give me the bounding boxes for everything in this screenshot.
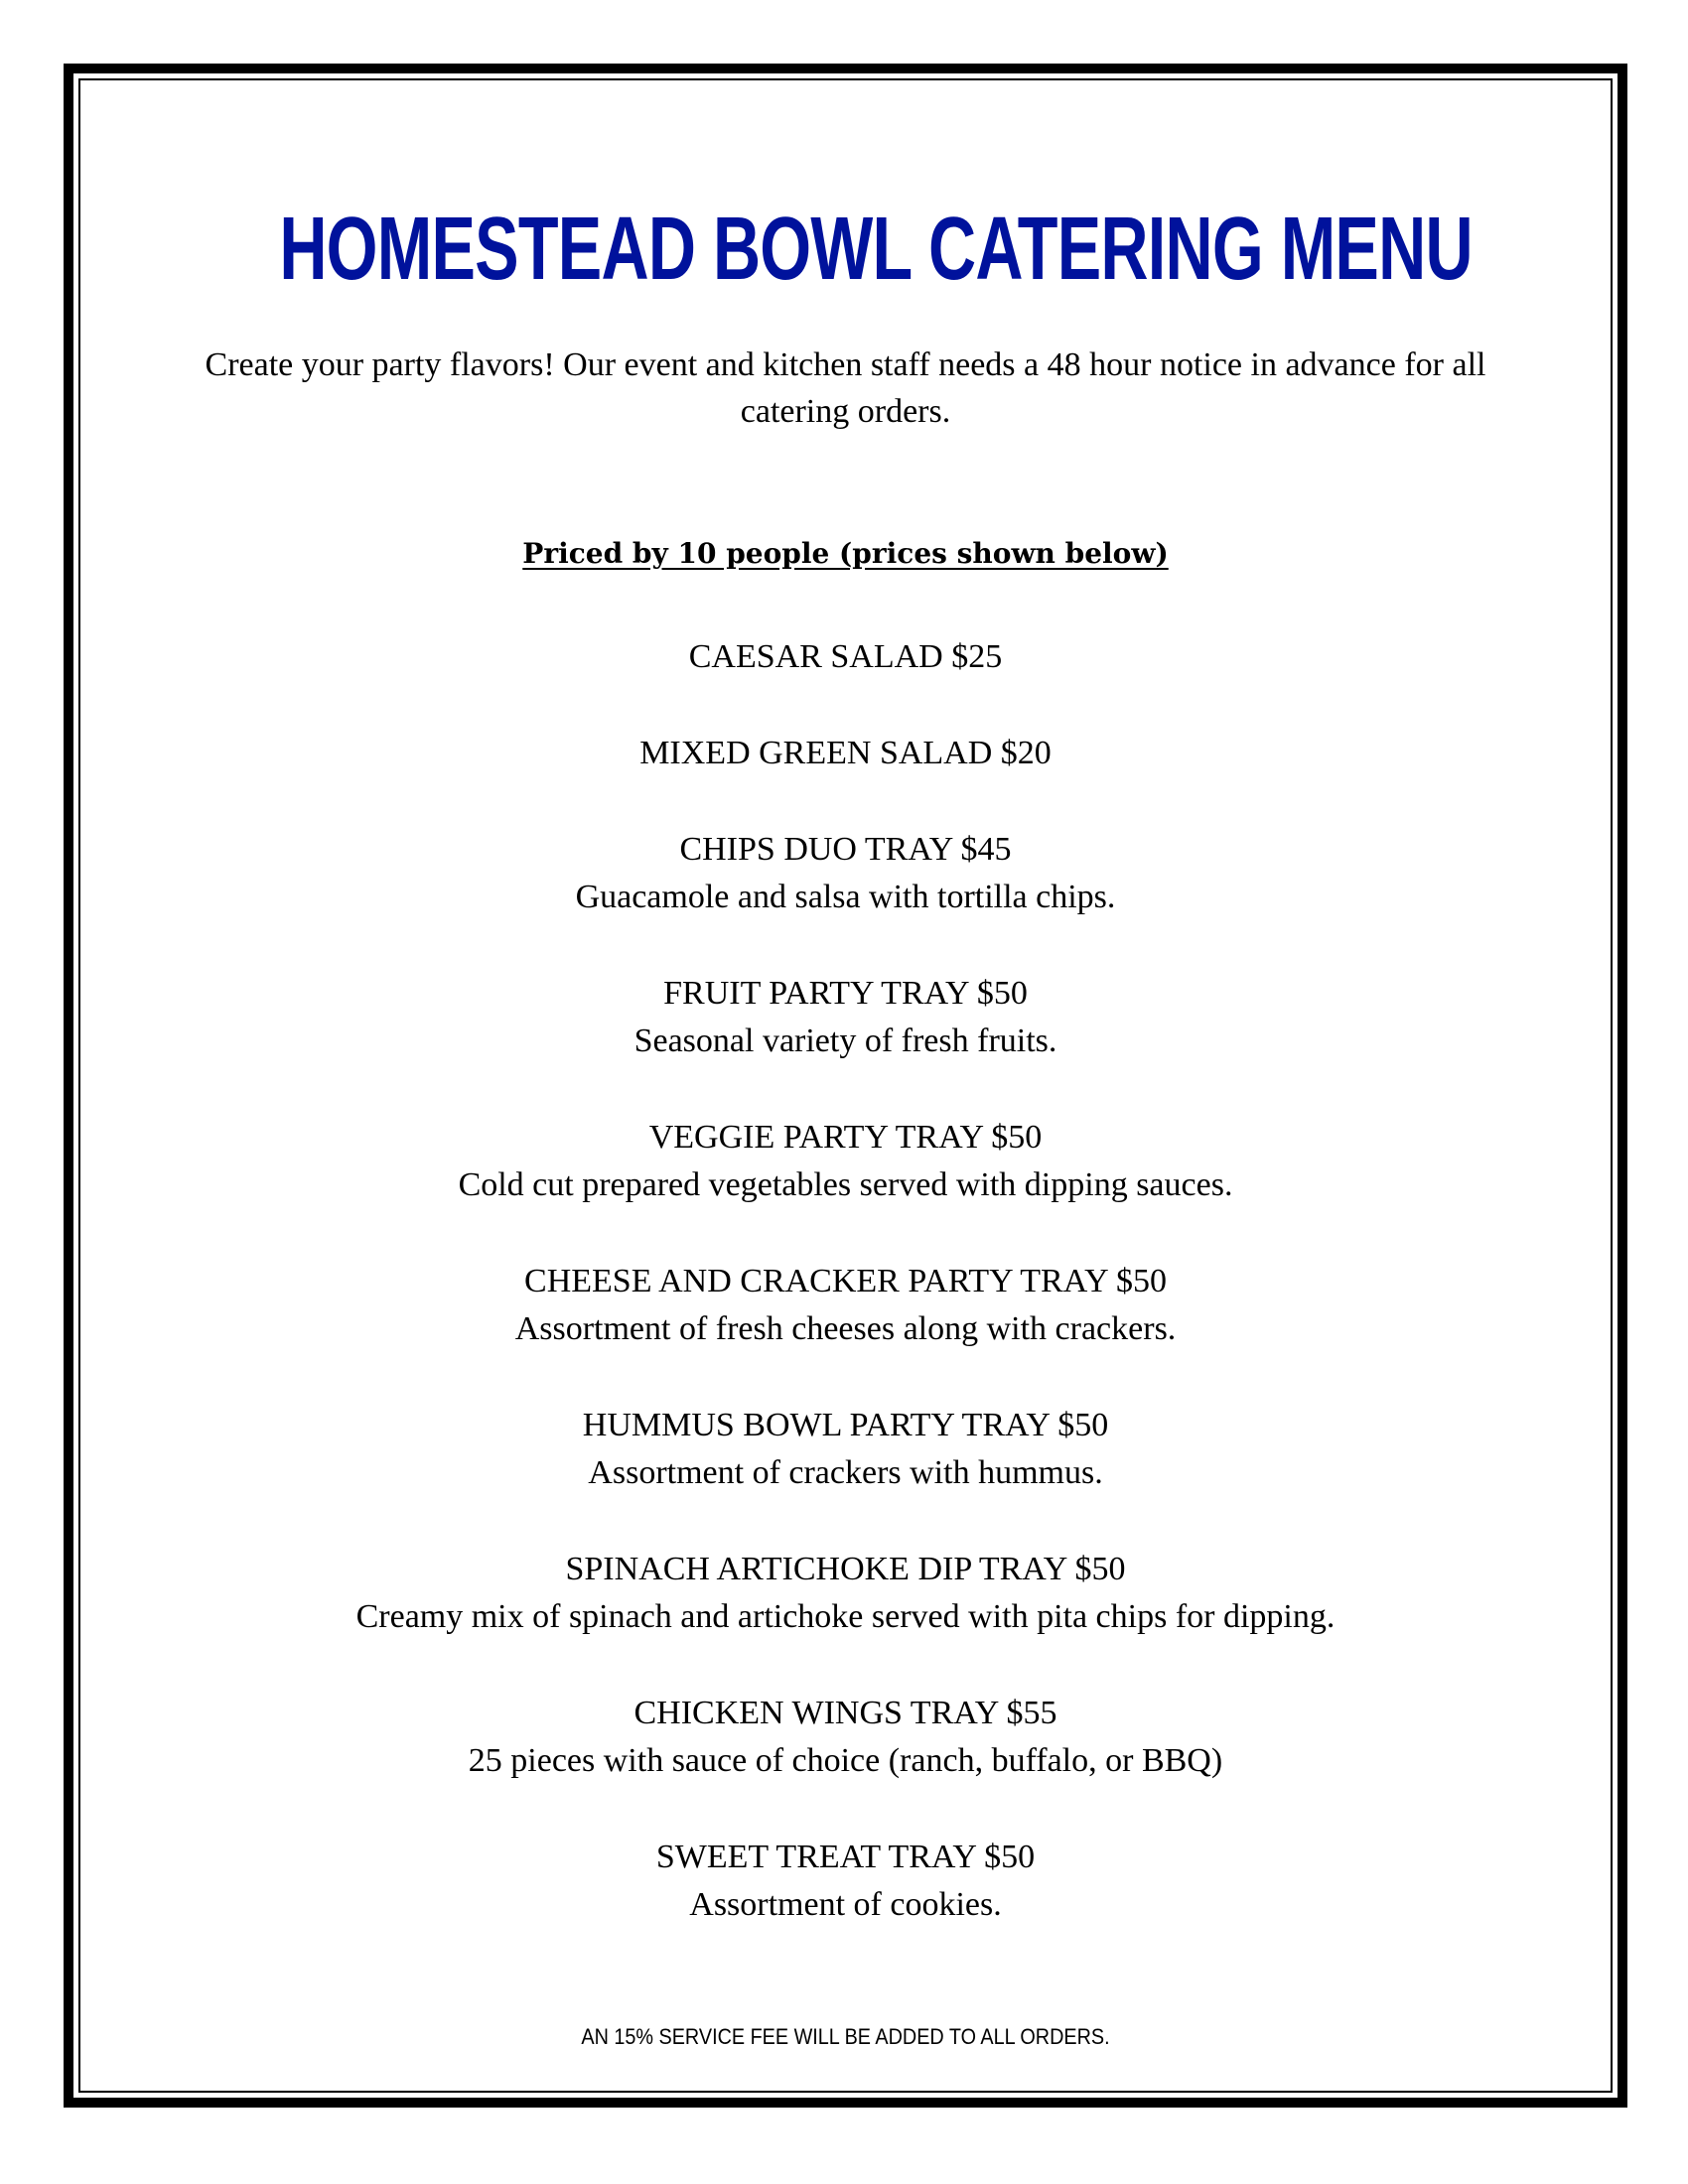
- menu-item-name: HUMMUS BOWL PARTY TRAY $50: [582, 1407, 1109, 1443]
- menu-item: [80, 1834, 1611, 1929]
- menu-item-list: [80, 633, 1611, 1978]
- menu-item-name: CHIPS DUO TRAY $45: [679, 831, 1012, 868]
- menu-item-name: FRUIT PARTY TRAY $50: [663, 975, 1028, 1012]
- menu-item: [80, 970, 1611, 1065]
- menu-item-description: Cold cut prepared vegetables served with dipping sauces.: [458, 1166, 1233, 1203]
- menu-item: [80, 633, 1611, 681]
- menu-item: [80, 1546, 1611, 1641]
- intro-text: Create your party flavors! Our event and kitchen staff needs a 48 hour notice in advance for all catering orders.: [205, 346, 1486, 430]
- pricing-note-text: Priced by 10 people (prices shown below): [522, 537, 1169, 570]
- menu-item: [80, 1402, 1611, 1497]
- menu-title: HOMESTEAD BOWL CATERING MENU: [279, 200, 1473, 299]
- menu-item-name: CHICKEN WINGS TRAY $55: [633, 1695, 1057, 1731]
- menu-item-description: Creamy mix of spinach and artichoke served with pita chips for dipping.: [355, 1598, 1336, 1635]
- menu-item: [80, 730, 1611, 777]
- menu-item-name: SPINACH ARTICHOKE DIP TRAY $50: [565, 1551, 1126, 1587]
- menu-item-description: Seasonal variety of fresh fruits.: [633, 1023, 1057, 1059]
- menu-item-name: VEGGIE PARTY TRAY $50: [648, 1119, 1043, 1156]
- menu-item-description: Assortment of cookies.: [689, 1886, 1002, 1923]
- menu-item-description: Assortment of crackers with hummus.: [588, 1454, 1103, 1491]
- menu-item-name: CHEESE AND CRACKER PARTY TRAY $50: [524, 1263, 1167, 1299]
- menu-item-description: Guacamole and salsa with tortilla chips.: [575, 879, 1116, 915]
- menu-item: [80, 826, 1611, 921]
- menu-item-description: 25 pieces with sauce of choice (ranch, buffalo, or BBQ): [468, 1742, 1223, 1779]
- menu-item-name: MIXED GREEN SALAD $20: [639, 735, 1052, 771]
- menu-item: [80, 1690, 1611, 1785]
- menu-page: [80, 80, 1611, 2091]
- pricing-note: [80, 534, 1611, 574]
- menu-item: [80, 1114, 1611, 1209]
- menu-item-name: CAESAR SALAD $25: [688, 638, 1003, 675]
- menu-item-description: Assortment of fresh cheeses along with crackers.: [514, 1310, 1177, 1347]
- menu-item: [80, 1258, 1611, 1353]
- service-fee-note: AN 15% SERVICE FEE WILL BE ADDED TO ALL ORDERS.: [581, 2024, 1110, 2049]
- menu-item-name: SWEET TREAT TRAY $50: [655, 1839, 1036, 1875]
